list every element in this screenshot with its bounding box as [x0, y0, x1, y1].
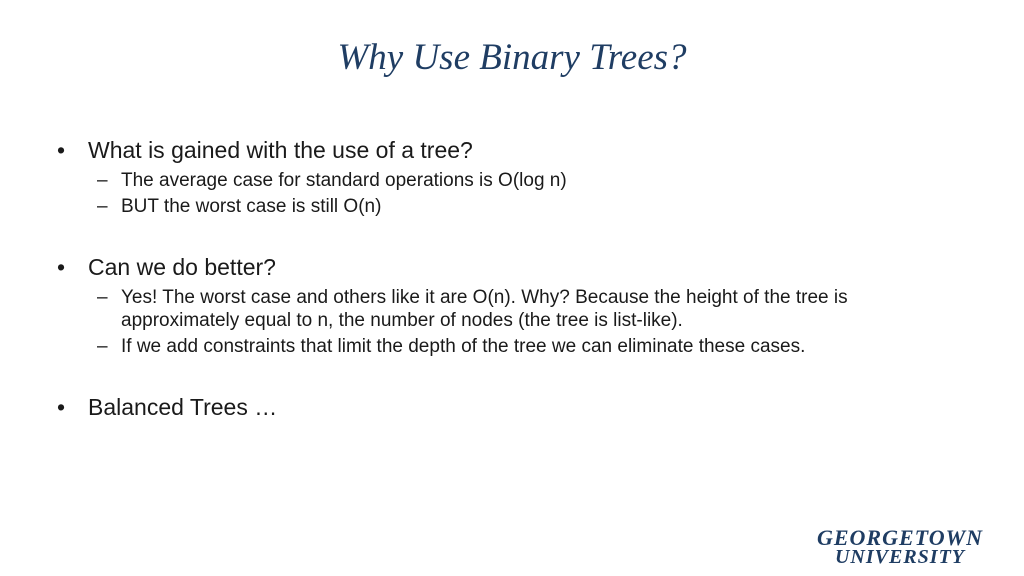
sub-bullet-item — [57, 169, 897, 192]
sub-bullet-item — [57, 286, 897, 332]
sub-bullet-marker: – — [97, 170, 108, 191]
logo-line-1: GEORGETOWN — [816, 525, 984, 550]
slide-title: Why Use Binary Trees? — [337, 37, 687, 78]
bullet-marker: • — [57, 254, 66, 280]
bullet-marker: • — [57, 137, 66, 163]
sub-bullet-text: Yes! The worst case and others like it are O(n). Why? Because the height of the tree is approximately equal to n, the number of nodes (the tree is list-like). — [121, 287, 848, 331]
sub-bullet-text: The average case for standard operations is O(log n) — [121, 170, 567, 191]
sub-bullet-marker: – — [97, 336, 108, 357]
sub-bullet-text: BUT the worst case is still O(n) — [121, 196, 382, 217]
bullet-text: Balanced Trees … — [88, 394, 278, 420]
sub-bullet-text: If we add constraints that limit the depth of the tree we can eliminate these cases. — [121, 336, 806, 357]
bullet-text: What is gained with the use of a tree? — [88, 137, 473, 163]
bullet-item — [57, 251, 897, 283]
sub-bullet-item — [57, 335, 897, 358]
bullet-item — [57, 134, 897, 166]
sub-bullet-marker: – — [97, 196, 108, 217]
bullet-text: Can we do better? — [88, 254, 276, 280]
sub-bullet-item — [57, 195, 897, 218]
sub-bullet-marker: – — [97, 287, 108, 308]
georgetown-logo — [800, 525, 1000, 568]
bullet-marker: • — [57, 394, 66, 420]
bullet-list — [57, 134, 897, 423]
bullet-item — [57, 391, 897, 423]
logo-line-2: UNIVERSITY — [834, 546, 966, 568]
